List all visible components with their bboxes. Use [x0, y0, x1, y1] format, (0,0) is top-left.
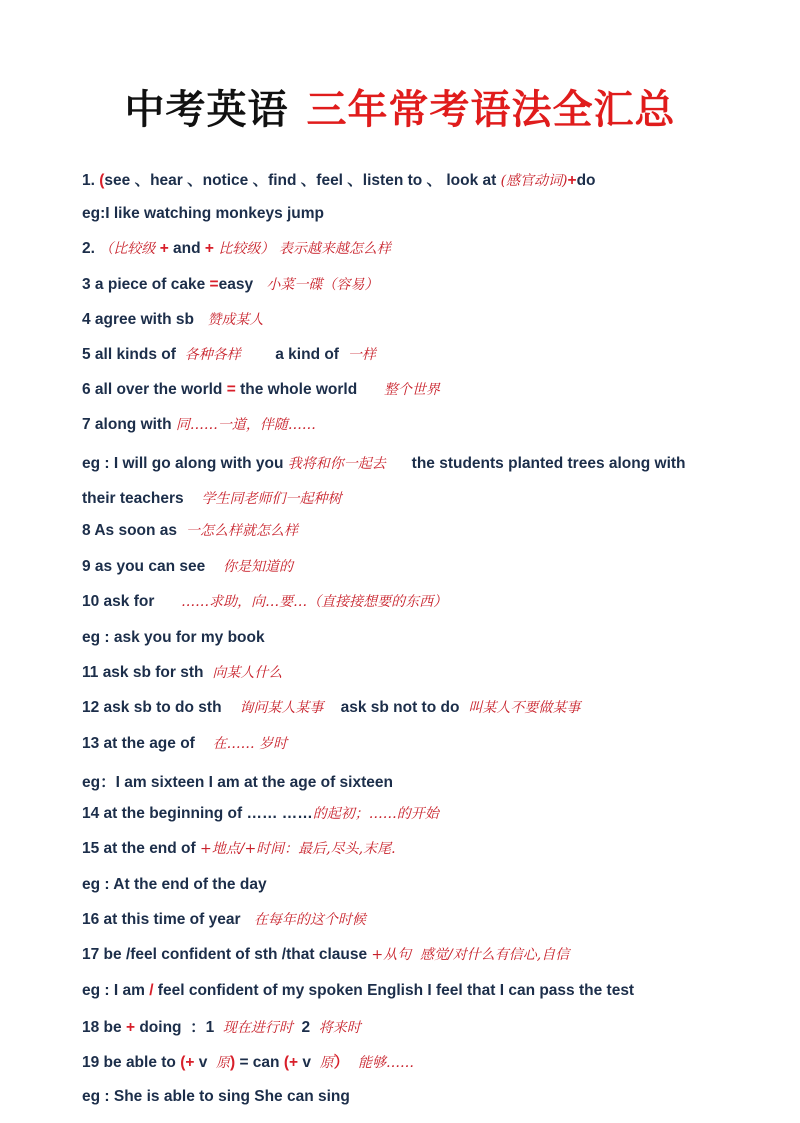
grammar-line: [82, 629, 265, 647]
english-text: eg : I am: [82, 982, 150, 999]
grammar-line: [82, 733, 287, 753]
chinese-note: 在…… 岁时: [194, 736, 288, 752]
grammar-line: [82, 1015, 361, 1037]
grammar-line: [82, 944, 569, 964]
grammar-line: [82, 770, 393, 792]
english-text: eg:I like watching monkeys jump: [82, 205, 325, 222]
title-black-part: 中考英语: [124, 87, 289, 133]
english-text: 1.: [82, 172, 100, 189]
chinese-note: 在每年的这个时候: [240, 912, 366, 928]
english-text: 3 a piece of cake: [82, 276, 210, 293]
english-text: 13 at the age of: [82, 735, 195, 752]
english-text: easy: [218, 276, 254, 293]
chinese-note: 小菜一碟（容易）: [253, 277, 379, 293]
chinese-note: 原: [215, 1055, 230, 1071]
english-text: 16 at this time of year: [82, 911, 241, 928]
english-text: eg : ask you for my book: [82, 629, 265, 646]
chinese-note: 的起初；……的开始: [312, 806, 439, 822]
english-text: v: [298, 1054, 320, 1071]
english-text: and: [168, 240, 205, 257]
chinese-note: 整个世界: [357, 382, 440, 398]
grammar-line: [82, 1050, 414, 1072]
english-text: 18 be: [82, 1019, 126, 1036]
operator: +: [159, 240, 169, 257]
operator: +: [204, 240, 214, 257]
grammar-line: [82, 591, 447, 611]
grammar-line: [82, 344, 376, 364]
chinese-note: 学生同老师们一起种树: [183, 491, 342, 507]
english-text: 10 ask for: [82, 593, 155, 610]
chinese-note: 一怎么样就怎么样: [177, 523, 298, 539]
english-text: 8 As soon as: [82, 522, 178, 539]
english-text: 5 all kinds of: [82, 346, 176, 363]
chinese-note: 能够……: [349, 1055, 415, 1071]
chinese-note: 向某人什么: [203, 665, 283, 681]
chinese-note: 我将和你一起去: [287, 456, 386, 472]
english-text: ask sb not to do: [323, 699, 460, 716]
grammar-line: [82, 379, 440, 399]
chinese-note: 同……一道，伴随……: [175, 417, 316, 433]
grammar-line: [82, 1088, 350, 1106]
chinese-note: （比较级: [99, 241, 160, 257]
grammar-line: [82, 662, 282, 682]
grammar-line: [82, 488, 341, 508]
chinese-note: 一样: [338, 347, 376, 363]
grammar-line: [82, 205, 324, 223]
chinese-note: ……求助，向…要…（直接接想要的东西）: [154, 594, 448, 610]
chinese-note: 叫某人不要做某事: [459, 700, 581, 716]
english-text: the students planted trees along with: [385, 455, 686, 472]
english-text: doing ：1: [135, 1019, 223, 1036]
grammar-line: [82, 556, 293, 576]
chinese-note: +从句 感觉/对什么有信心,自信: [371, 947, 570, 963]
english-text: 19 be able to: [82, 1054, 181, 1071]
english-text: v: [194, 1054, 216, 1071]
english-text: 2.: [82, 240, 100, 257]
english-text: a kind of: [240, 346, 339, 363]
chinese-note: 你是知道的: [205, 559, 294, 575]
operator: /: [149, 982, 154, 999]
grammar-line: [82, 168, 596, 190]
title-red-part: 三年常考语法全汇总: [306, 87, 676, 133]
grammar-line: [82, 238, 391, 258]
grammar-line: [82, 414, 316, 434]
grammar-line: [82, 309, 263, 329]
grammar-line: [82, 520, 298, 540]
operator: (+: [283, 1054, 299, 1071]
chinese-note: 赞成某人: [193, 312, 264, 328]
chinese-note: (感官动词): [500, 173, 568, 189]
chinese-note: 现在进行时: [222, 1020, 293, 1036]
chinese-note: +地点/+时间：最后,尽头,末尾.: [200, 841, 396, 857]
grammar-line: [82, 803, 439, 823]
operator: +: [567, 172, 577, 189]
operator: ): [229, 1054, 236, 1071]
chinese-note: 将来时: [318, 1020, 361, 1036]
grammar-line: [82, 453, 686, 473]
operator: +: [125, 1019, 136, 1036]
english-text: eg：I am sixteen I am at the age of sixteen: [82, 774, 393, 791]
grammar-line: [82, 982, 634, 1000]
english-text: see 、hear 、notice 、find 、feel 、listen to 、 look at: [104, 172, 501, 189]
operator: =: [209, 276, 219, 293]
page-title: [0, 78, 800, 135]
chinese-note: 比较级） 表示越来越怎么样: [213, 241, 391, 257]
english-text: 7 along with: [82, 416, 176, 433]
english-text: 17 be /feel confident of sth /that clause: [82, 946, 372, 963]
english-text: 9 as you can see: [82, 558, 206, 575]
grammar-line: [82, 909, 366, 929]
operator: (: [99, 172, 105, 189]
chinese-note: 询问某人某事: [221, 700, 324, 716]
english-text: feel confident of my spoken English I feel that I can pass the test: [153, 982, 635, 999]
chinese-note: 原: [319, 1055, 334, 1071]
english-text: 15 at the end of: [82, 840, 200, 857]
english-text: the whole world: [235, 381, 358, 398]
english-text: = can: [235, 1054, 284, 1071]
english-text: 2: [292, 1019, 319, 1036]
grammar-line: [82, 697, 580, 717]
english-text: eg : She is able to sing She can sing: [82, 1088, 350, 1105]
grammar-line: [82, 876, 267, 894]
operator: ）: [333, 1054, 350, 1071]
english-text: do: [576, 172, 596, 189]
english-text: 14 at the beginning of …… ……: [82, 805, 313, 822]
english-text: their teachers: [82, 490, 184, 507]
english-text: eg : I will go along with you: [82, 455, 288, 472]
grammar-line: [82, 274, 378, 294]
grammar-line: [82, 838, 396, 858]
operator: (+: [180, 1054, 195, 1071]
english-text: 6 all over the world: [82, 381, 227, 398]
english-text: 4 agree with sb: [82, 311, 194, 328]
english-text: 12 ask sb to do sth: [82, 699, 222, 716]
operator: =: [226, 381, 236, 398]
chinese-note: 各种各样: [175, 347, 241, 363]
english-text: 11 ask sb for sth: [82, 664, 204, 681]
english-text: eg : At the end of the day: [82, 876, 267, 893]
